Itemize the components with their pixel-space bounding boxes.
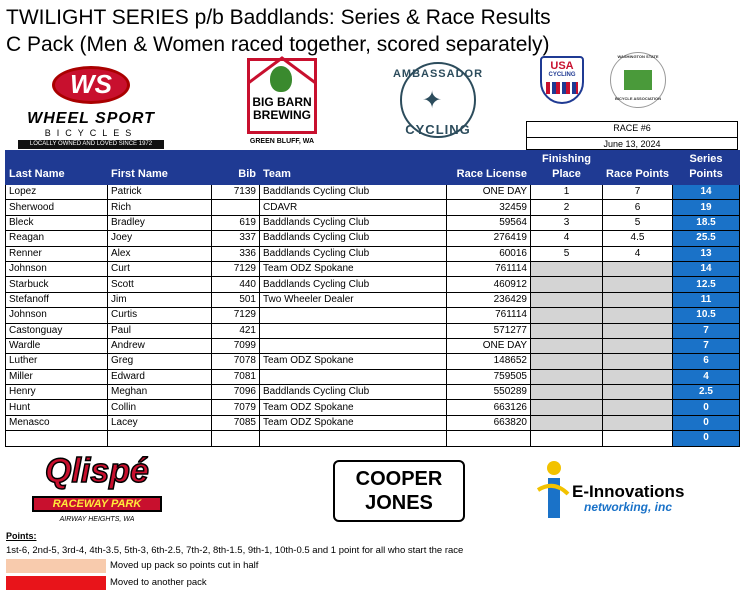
cell-bib: 7085 xyxy=(212,415,260,430)
cell-bib: 7096 xyxy=(212,385,260,400)
cell-team xyxy=(260,369,447,384)
cell-license: 761114 xyxy=(447,308,531,323)
cell-team xyxy=(260,308,447,323)
cell-last-name: Renner xyxy=(6,246,108,261)
cell-race-points xyxy=(603,338,673,353)
table-row xyxy=(6,369,740,384)
cell-last-name: Starbuck xyxy=(6,277,108,292)
big-barn-logo xyxy=(243,58,321,150)
cell-series-points: 6 xyxy=(673,354,740,369)
cell-last-name: Miller xyxy=(6,369,108,384)
cell-last-name xyxy=(6,431,108,446)
qlispe-place: AIRWAY HEIGHTS, WA xyxy=(59,516,135,523)
race-date: June 13, 2024 xyxy=(527,137,737,149)
col-header-series-points: Series Points xyxy=(673,151,740,185)
cell-race-points: 4.5 xyxy=(603,231,673,246)
table-row xyxy=(6,431,740,446)
cell-license: 59564 xyxy=(447,215,531,230)
cell-first-name: Jim xyxy=(108,292,212,307)
cell-license: 460912 xyxy=(447,277,531,292)
cell-race-points xyxy=(603,385,673,400)
cell-last-name: Bleck xyxy=(6,215,108,230)
race-number: RACE #6 xyxy=(613,123,651,133)
flag-stripes-icon xyxy=(546,82,578,94)
cell-race-points xyxy=(603,369,673,384)
legend-label-moved-up: Moved up pack so points cut in half xyxy=(110,560,259,571)
usa-cycling-bottom: CYCLING xyxy=(548,72,576,78)
col-header-team: Team xyxy=(260,151,447,185)
legend-swatch-moved-pack xyxy=(6,576,106,590)
col-header-race-points: Race Points xyxy=(603,151,673,185)
cell-license: ONE DAY xyxy=(447,338,531,353)
cell-team: Team ODZ Spokane xyxy=(260,261,447,276)
cell-last-name: Hunt xyxy=(6,400,108,415)
cell-last-name: Stefanoff xyxy=(6,292,108,307)
cell-first-name: Patrick xyxy=(108,185,212,200)
cell-team xyxy=(260,431,447,446)
cell-finishing-place xyxy=(531,308,603,323)
cell-license: 60016 xyxy=(447,246,531,261)
cell-series-points: 11 xyxy=(673,292,740,307)
washington-map-icon xyxy=(624,70,652,90)
cell-bib: 7129 xyxy=(212,261,260,276)
table-row xyxy=(6,231,740,246)
e-innovations-logo xyxy=(534,460,704,522)
cell-finishing-place xyxy=(531,354,603,369)
cell-race-points: 4 xyxy=(603,246,673,261)
cell-series-points: 2.5 xyxy=(673,385,740,400)
results-table xyxy=(5,150,740,447)
points-scheme: 1st-6, 2nd-5, 3rd-4, 4th-3.5, 5th-3, 6th-2.5, 7th-2, 8th-1.5, 9th-1, 10th-0.5 and 1 point for all who start the race xyxy=(6,545,464,556)
cell-finishing-place: 2 xyxy=(531,200,603,215)
cell-last-name: Wardle xyxy=(6,338,108,353)
cell-first-name: Scott xyxy=(108,277,212,292)
cell-bib: 337 xyxy=(212,231,260,246)
cell-last-name: Lopez xyxy=(6,185,108,200)
cell-team: CDAVR xyxy=(260,200,447,215)
cell-finishing-place: 4 xyxy=(531,231,603,246)
cell-last-name: Henry xyxy=(6,385,108,400)
cell-first-name: Bradley xyxy=(108,215,212,230)
cell-first-name: Collin xyxy=(108,400,212,415)
cell-series-points: 14 xyxy=(673,261,740,276)
cell-team: Baddlands Cycling Club xyxy=(260,385,447,400)
cell-series-points: 10.5 xyxy=(673,308,740,323)
cell-last-name: Menasco xyxy=(6,415,108,430)
col-header-bib: Bib xyxy=(212,151,260,185)
points-heading: Points: xyxy=(6,531,37,541)
cell-race-points: 6 xyxy=(603,200,673,215)
table-row xyxy=(6,415,740,430)
cell-finishing-place xyxy=(531,338,603,353)
cell-race-points: 7 xyxy=(603,185,673,200)
cell-race-points xyxy=(603,431,673,446)
cell-series-points: 4 xyxy=(673,369,740,384)
ws-name: WHEEL SPORT xyxy=(27,110,155,127)
cell-license: ONE DAY xyxy=(447,185,531,200)
cell-finishing-place xyxy=(531,415,603,430)
wsba-top: WASHINGTON STATE xyxy=(617,54,659,59)
bird-bike-icon: ✦ xyxy=(422,87,443,114)
cell-first-name: Edward xyxy=(108,369,212,384)
cell-license: 761114 xyxy=(447,261,531,276)
cell-team: Baddlands Cycling Club xyxy=(260,185,447,200)
cell-first-name xyxy=(108,431,212,446)
cell-race-points: 5 xyxy=(603,215,673,230)
cell-series-points: 12.5 xyxy=(673,277,740,292)
col-header-license: Race License xyxy=(447,151,531,185)
e-innovations-sub: networking, inc xyxy=(584,500,673,514)
cell-license: 236429 xyxy=(447,292,531,307)
cell-license xyxy=(447,431,531,446)
cell-finishing-place xyxy=(531,431,603,446)
cell-last-name: Reagan xyxy=(6,231,108,246)
cell-bib xyxy=(212,431,260,446)
cooper-jones-line2: JONES xyxy=(365,492,433,514)
cooper-jones-line1: COOPER xyxy=(355,468,443,490)
ambassador-logo xyxy=(390,62,486,148)
cell-license: 759505 xyxy=(447,369,531,384)
wheel-sport-logo xyxy=(16,66,166,146)
cell-series-points: 7 xyxy=(673,323,740,338)
cell-first-name: Joey xyxy=(108,231,212,246)
cell-team: Team ODZ Spokane xyxy=(260,400,447,415)
usa-cycling-logo xyxy=(540,56,584,106)
cell-finishing-place xyxy=(531,323,603,338)
cell-finishing-place xyxy=(531,261,603,276)
cell-bib: 7078 xyxy=(212,354,260,369)
cell-finishing-place xyxy=(531,400,603,415)
cell-bib: 421 xyxy=(212,323,260,338)
cell-last-name: Sherwood xyxy=(6,200,108,215)
table-row xyxy=(6,277,740,292)
cell-team: Baddlands Cycling Club xyxy=(260,215,447,230)
cell-bib: 7129 xyxy=(212,308,260,323)
cell-last-name: Castonguay xyxy=(6,323,108,338)
cell-license: 276419 xyxy=(447,231,531,246)
cell-bib: 7081 xyxy=(212,369,260,384)
cell-first-name: Curt xyxy=(108,261,212,276)
cell-license: 663126 xyxy=(447,400,531,415)
big-barn-name: BIG BARN BREWING xyxy=(252,95,312,122)
cell-first-name: Curtis xyxy=(108,308,212,323)
wsba-bottom: BICYCLE ASSOCIATION xyxy=(614,96,661,101)
cell-bib: 619 xyxy=(212,215,260,230)
cell-team: Team ODZ Spokane xyxy=(260,354,447,369)
cell-bib: 7139 xyxy=(212,185,260,200)
hop-icon xyxy=(270,66,292,92)
ambassador-bottom: CYCLING xyxy=(405,122,471,137)
ws-tagline: LOCALLY OWNED AND LOVED SINCE 1972 xyxy=(18,140,164,149)
cell-team xyxy=(260,323,447,338)
big-barn-place: GREEN BLUFF, WA xyxy=(249,138,315,145)
cell-team: Team ODZ Spokane xyxy=(260,415,447,430)
table-row xyxy=(6,215,740,230)
cell-team: Two Wheeler Dealer xyxy=(260,292,447,307)
ambassador-top: AMBASSADOR xyxy=(392,68,484,80)
table-row xyxy=(6,338,740,353)
page-title: TWILIGHT SERIES p/b Baddlands: Series & Race Results xyxy=(6,6,551,29)
cell-series-points: 18.5 xyxy=(673,215,740,230)
cell-first-name: Paul xyxy=(108,323,212,338)
cell-series-points: 0 xyxy=(673,415,740,430)
cell-series-points: 13 xyxy=(673,246,740,261)
table-row xyxy=(6,400,740,415)
cell-first-name: Lacey xyxy=(108,415,212,430)
qlispe-sub: RACEWAY PARK xyxy=(32,496,162,512)
cell-series-points: 25.5 xyxy=(673,231,740,246)
ws-sub: BICYCLES xyxy=(44,128,138,138)
cell-race-points xyxy=(603,323,673,338)
table-row xyxy=(6,200,740,215)
cell-first-name: Greg xyxy=(108,354,212,369)
cell-bib: 440 xyxy=(212,277,260,292)
col-header-finishing-place: Finishing Place xyxy=(531,151,603,185)
race-info-box xyxy=(526,121,738,150)
cell-team: Baddlands Cycling Club xyxy=(260,246,447,261)
cell-race-points xyxy=(603,308,673,323)
wsba-logo xyxy=(600,52,674,110)
cell-first-name: Andrew xyxy=(108,338,212,353)
cooper-jones-logo xyxy=(333,460,465,522)
cell-last-name: Luther xyxy=(6,354,108,369)
table-row xyxy=(6,323,740,338)
cell-series-points: 7 xyxy=(673,338,740,353)
cell-race-points xyxy=(603,261,673,276)
table-row xyxy=(6,261,740,276)
table-row xyxy=(6,185,740,200)
cell-finishing-place: 3 xyxy=(531,215,603,230)
table-row xyxy=(6,292,740,307)
cell-license: 148652 xyxy=(447,354,531,369)
e-innovations-mark-icon xyxy=(534,460,570,522)
table-row xyxy=(6,354,740,369)
cell-finishing-place: 5 xyxy=(531,246,603,261)
cell-series-points: 0 xyxy=(673,431,740,446)
cell-bib: 7099 xyxy=(212,338,260,353)
cell-team xyxy=(260,338,447,353)
cell-series-points: 0 xyxy=(673,400,740,415)
cell-finishing-place xyxy=(531,385,603,400)
e-innovations-name: E-Innovations xyxy=(572,482,685,501)
ws-mark: WS xyxy=(70,69,112,99)
cell-bib: 336 xyxy=(212,246,260,261)
cell-license: 663820 xyxy=(447,415,531,430)
cell-race-points xyxy=(603,354,673,369)
cell-series-points: 14 xyxy=(673,185,740,200)
cell-race-points xyxy=(603,277,673,292)
table-row xyxy=(6,308,740,323)
cell-race-points xyxy=(603,415,673,430)
cell-first-name: Alex xyxy=(108,246,212,261)
page-subtitle: C Pack (Men & Women raced together, scored separately) xyxy=(6,33,550,56)
cell-finishing-place xyxy=(531,292,603,307)
cell-last-name: Johnson xyxy=(6,261,108,276)
cell-bib xyxy=(212,200,260,215)
cell-series-points: 19 xyxy=(673,200,740,215)
cell-license: 571277 xyxy=(447,323,531,338)
col-header-last-name: Last Name xyxy=(6,151,108,185)
cell-team: Baddlands Cycling Club xyxy=(260,277,447,292)
cell-license: 550289 xyxy=(447,385,531,400)
cell-race-points xyxy=(603,292,673,307)
cell-team: Baddlands Cycling Club xyxy=(260,231,447,246)
cell-bib: 7079 xyxy=(212,400,260,415)
cell-license: 32459 xyxy=(447,200,531,215)
qlispe-logo xyxy=(22,452,172,530)
cell-race-points xyxy=(603,400,673,415)
cell-last-name: Johnson xyxy=(6,308,108,323)
cell-finishing-place: 1 xyxy=(531,185,603,200)
legend-swatch-moved-up xyxy=(6,559,106,573)
cell-first-name: Rich xyxy=(108,200,212,215)
cell-bib: 501 xyxy=(212,292,260,307)
cell-first-name: Meghan xyxy=(108,385,212,400)
cell-finishing-place xyxy=(531,277,603,292)
legend-label-moved-pack: Moved to another pack xyxy=(110,577,207,588)
table-row xyxy=(6,385,740,400)
col-header-first-name: First Name xyxy=(108,151,212,185)
cell-finishing-place xyxy=(531,369,603,384)
qlispe-name: Qlispé xyxy=(45,452,149,490)
table-row xyxy=(6,246,740,261)
usa-cycling-top: USA xyxy=(550,60,574,72)
table-header-row xyxy=(6,151,740,185)
